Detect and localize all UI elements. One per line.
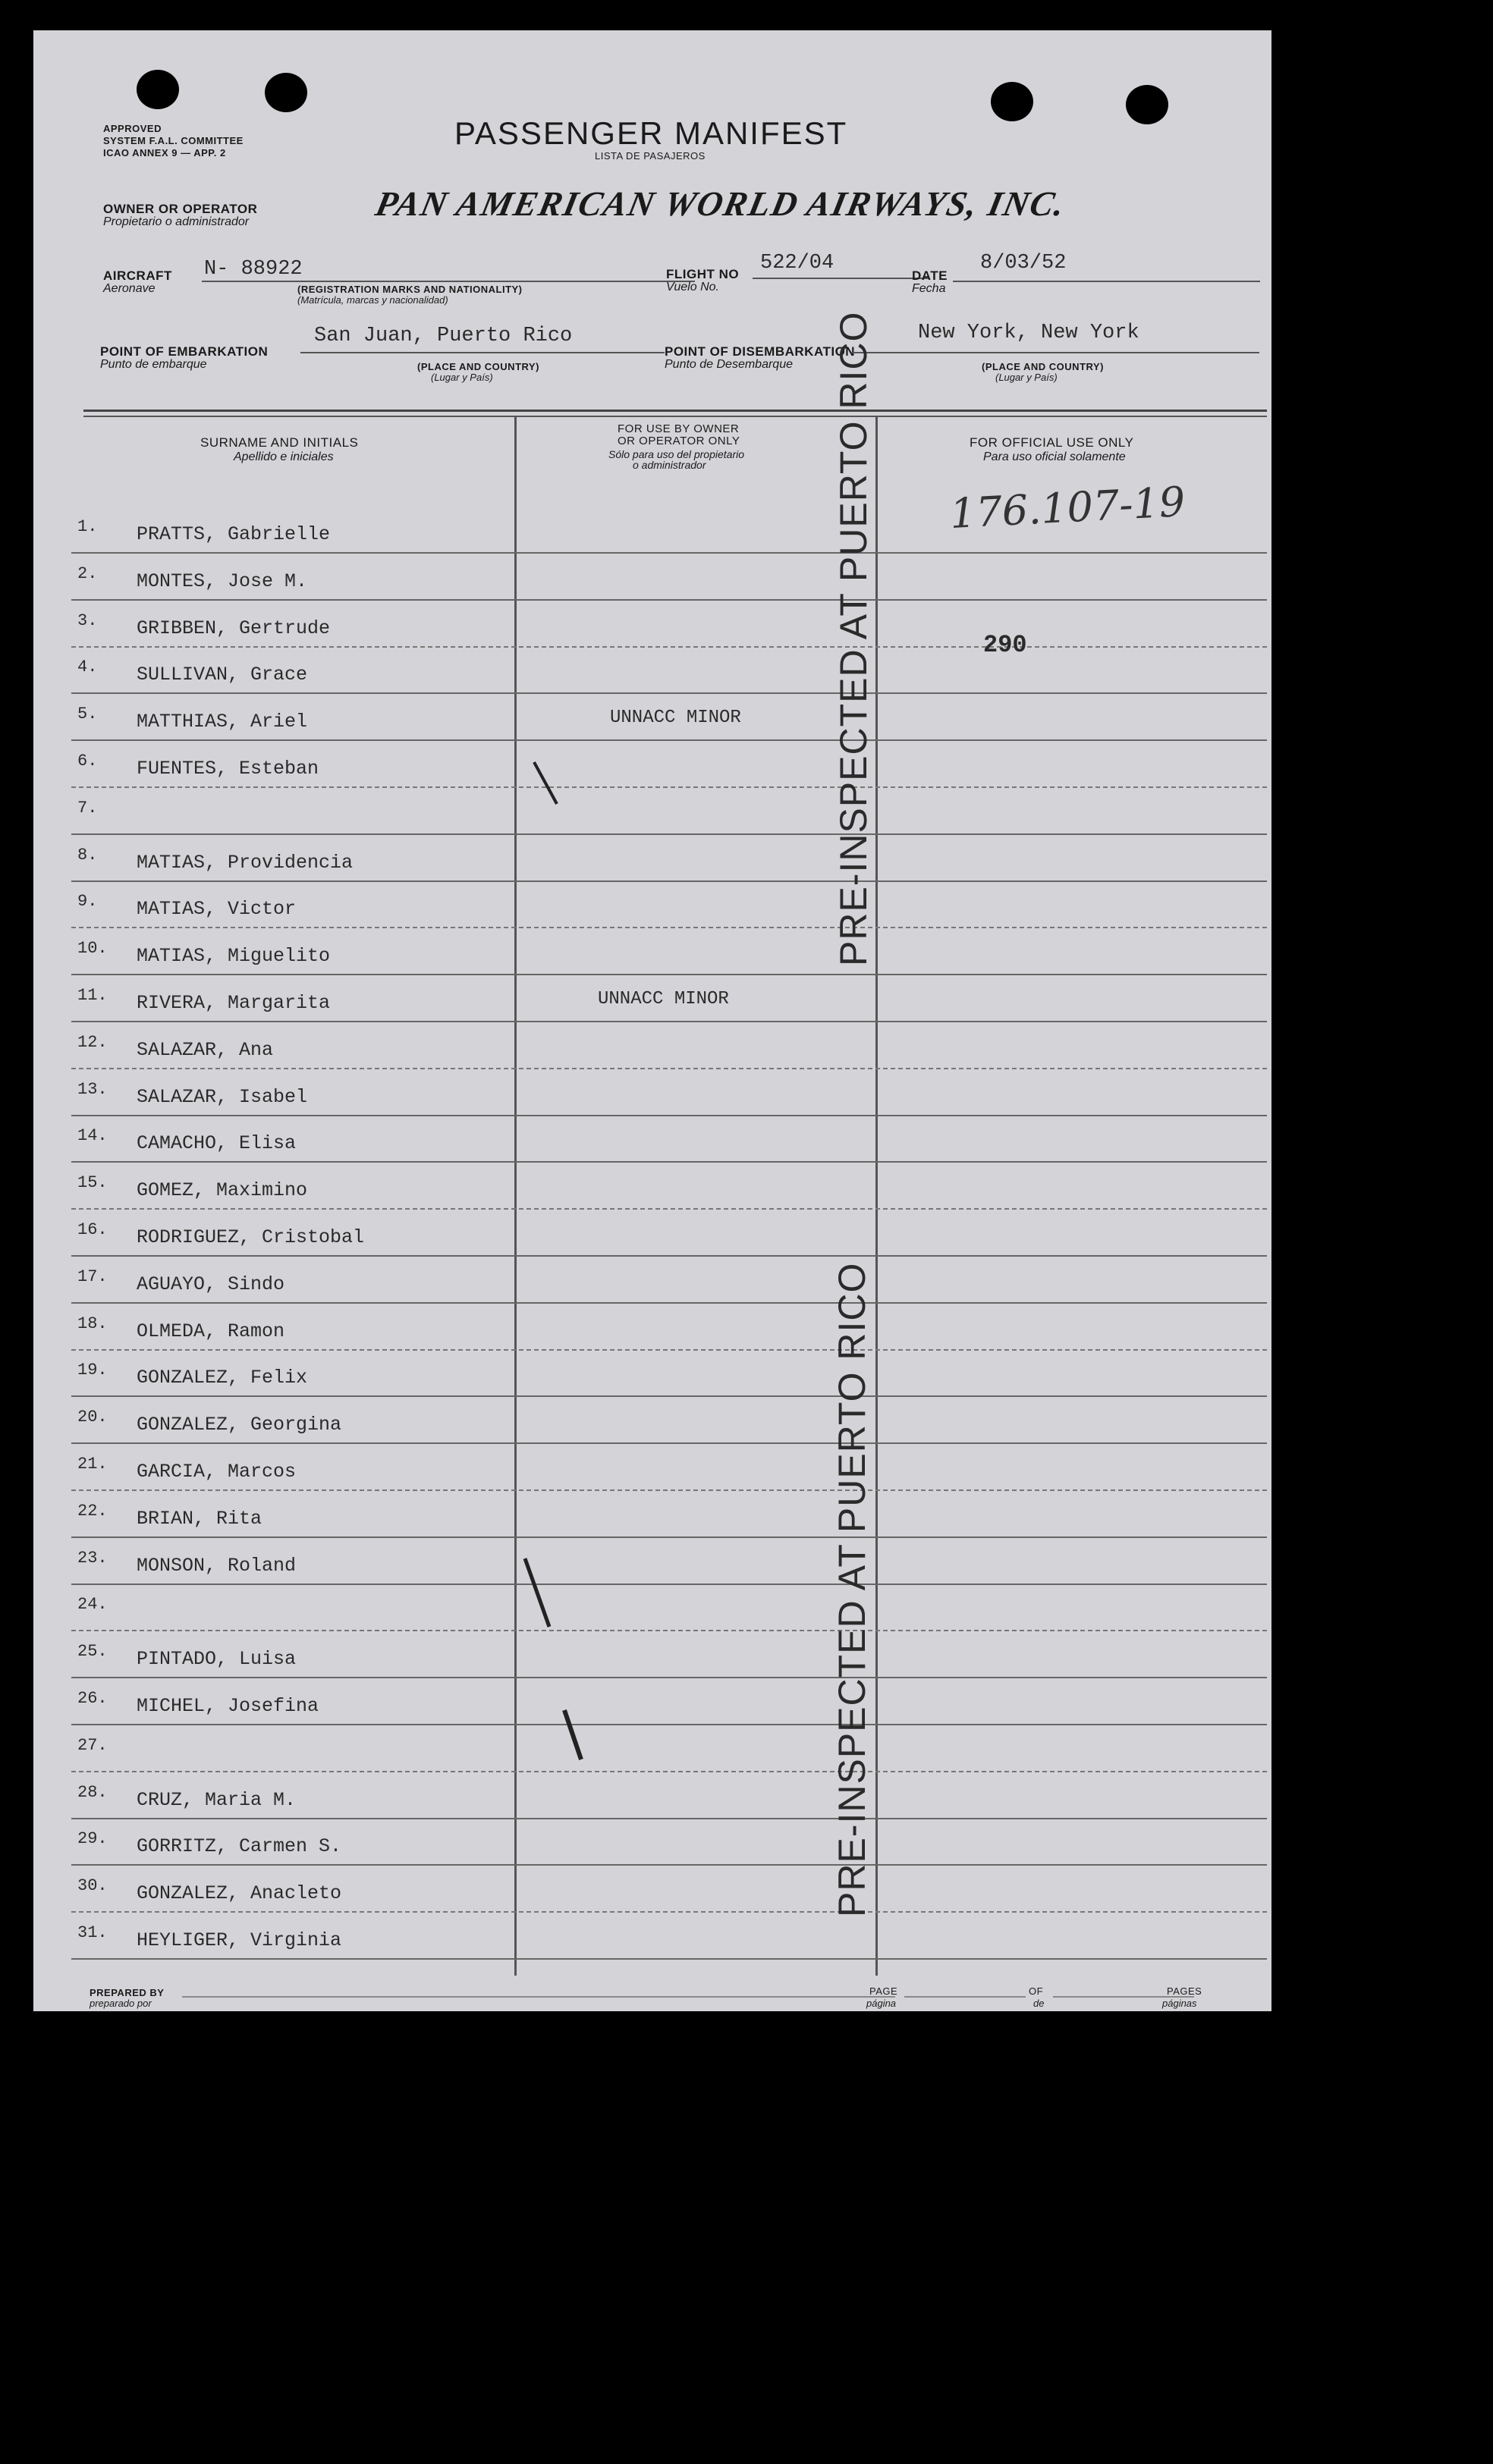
col-name-header: SURNAME AND INITIALS [200,435,359,450]
passenger-name: MATIAS, Miguelito [137,945,331,967]
approved-label: APPROVED [103,123,162,134]
passenger-remark: UNNACC MINOR [610,708,741,728]
passenger-name: PRATTS, Gabrielle [137,523,331,545]
place-label-es: (Lugar y País) [431,372,493,383]
checkmark-icon [525,1558,549,1627]
col-owner-header: FOR USE BY OWNER [618,422,740,435]
row-number: 30. [77,1876,108,1895]
passenger-name: GARCIA, Marcos [137,1461,297,1483]
official-row-number: 290 [983,631,1027,659]
passenger-name: CRUZ, Maria M. [137,1789,297,1811]
date-label: DATE [912,268,948,283]
date-label-es: Fecha [912,282,946,295]
checkmark-marks [33,30,1271,2011]
page-subtitle: LISTA DE PASAJEROS [595,150,706,162]
row-number: 24. [77,1595,108,1614]
passenger-name: MATIAS, Providencia [137,852,354,874]
passenger-name: PINTADO, Luisa [137,1648,297,1670]
official-handwritten-number: 176.107-19 [948,477,1187,538]
embarkation-value: San Juan, Puerto Rico [314,325,573,347]
page-label: PAGE [869,1985,898,1997]
row-number: 18. [77,1314,108,1333]
row-number: 10. [77,939,108,958]
row-number: 8. [77,846,98,865]
page-label-es: página [866,1998,897,2009]
row-number: 15. [77,1173,108,1192]
passenger-name: GONZALEZ, Georgina [137,1414,342,1436]
place-label-2: (PLACE AND COUNTRY) [982,361,1104,372]
row-number: 5. [77,705,98,724]
place-label-2-es: (Lugar y País) [995,372,1058,383]
row-number: 19. [77,1361,108,1380]
row-number: 9. [77,892,98,911]
passenger-name: HEYLIGER, Virginia [137,1929,342,1951]
checkmark-icon [534,762,557,804]
committee-label: SYSTEM F.A.L. COMMITTEE [103,135,244,146]
aircraft-label: AIRCRAFT [103,268,172,283]
row-number: 26. [77,1689,108,1708]
row-number: 6. [77,752,98,771]
aircraft-value: N- 88922 [204,258,303,281]
of-label: OF [1029,1985,1044,1997]
flight-label-es: Vuelo No. [666,281,719,293]
passenger-name: SULLIVAN, Grace [137,664,308,686]
embarkation-label-es: Punto de embarque [100,358,207,371]
col-owner-header-es: Sólo para uso del propietario [608,448,745,460]
row-number: 17. [77,1267,108,1286]
registration-label-es: (Matrícula, marcas y nacionalidad) [297,294,448,306]
passenger-name: CAMACHO, Elisa [137,1132,297,1154]
row-number: 12. [77,1033,108,1052]
disembarkation-label-es: Punto de Desembarque [665,358,793,371]
embarkation-label: POINT OF EMBARKATION [100,344,269,359]
passenger-name: GOMEZ, Maximino [137,1179,308,1201]
passenger-name: BRIAN, Rita [137,1508,262,1530]
date-value: 8/03/52 [980,252,1067,275]
owner-label-es: Propietario o administrador [103,215,250,228]
passenger-name: MICHEL, Josefina [137,1695,319,1717]
row-number: 7. [77,799,98,818]
flight-label: FLIGHT NO [666,267,740,281]
row-number: 14. [77,1126,108,1145]
registration-label: (REGISTRATION MARKS AND NATIONALITY) [297,284,523,295]
passenger-remark: UNNACC MINOR [598,989,729,1009]
passenger-name: MONSON, Roland [137,1555,297,1577]
row-number: 20. [77,1408,108,1427]
manifest-sheet [33,30,1271,2011]
pages-label: PAGES [1167,1985,1202,1997]
passenger-name: RIVERA, Margarita [137,992,331,1014]
passenger-name: MATIAS, Victor [137,898,297,920]
row-number: 11. [77,986,108,1005]
col-owner-header-2: OR OPERATOR ONLY [618,435,740,447]
col-name-header-es: Apellido e iniciales [234,450,334,463]
col-official-header-es: Para uso oficial solamente [983,450,1126,463]
passenger-name: OLMEDA, Ramon [137,1320,285,1342]
disembarkation-label: POINT OF DISEMBARKATION [665,344,856,359]
passenger-name: GONZALEZ, Anacleto [137,1882,342,1904]
row-number: 25. [77,1642,108,1661]
row-number: 16. [77,1220,108,1239]
passenger-name: SALAZAR, Ana [137,1039,274,1061]
page-title: PASSENGER MANIFEST [454,115,848,151]
disembarkation-value: New York, New York [918,322,1139,344]
row-number: 3. [77,611,98,630]
passenger-name: FUENTES, Esteban [137,758,319,780]
row-number: 28. [77,1783,108,1802]
pages-label-es: páginas [1162,1998,1197,2009]
col-owner-header-es-2: o administrador [633,459,706,471]
icao-label: ICAO ANNEX 9 — APP. 2 [103,147,226,159]
row-number: 1. [77,517,98,536]
row-number: 31. [77,1923,108,1942]
row-number: 29. [77,1829,108,1848]
preinspected-stamp-bottom: PRE-INSPECTED AT PUERTO RICO [831,1262,873,1917]
prepared-by-label: PREPARED BY [90,1987,165,1998]
row-number: 2. [77,564,98,583]
row-number: 21. [77,1455,108,1474]
operator-name: PAN AMERICAN WORLD AIRWAYS, INC. [372,184,1070,223]
aircraft-label-es: Aeronave [103,282,156,295]
place-label: (PLACE AND COUNTRY) [417,361,539,372]
passenger-name: MATTHIAS, Ariel [137,711,308,733]
row-number: 22. [77,1502,108,1521]
flight-value: 522/04 [760,252,835,275]
row-number: 13. [77,1080,108,1099]
owner-label: OWNER OR OPERATOR [103,202,258,216]
prepared-by-label-es: preparado por [90,1998,152,2009]
passenger-name: GORRITZ, Carmen S. [137,1835,342,1857]
of-label-es: de [1033,1998,1045,2009]
row-number: 27. [77,1736,108,1755]
passenger-name: GRIBBEN, Gertrude [137,617,331,639]
passenger-name: RODRIGUEZ, Cristobal [137,1226,365,1248]
row-number: 23. [77,1549,108,1568]
row-number: 4. [77,658,98,676]
passenger-name: GONZALEZ, Felix [137,1367,308,1389]
passenger-name: SALAZAR, Isabel [137,1086,308,1108]
checkmark-icon [564,1710,581,1759]
passenger-name: AGUAYO, Sindo [137,1273,285,1295]
col-official-header: FOR OFFICIAL USE ONLY [970,435,1134,450]
passenger-name: MONTES, Jose M. [137,570,308,592]
preinspected-stamp-top: PRE-INSPECTED AT PUERTO RICO [832,311,875,966]
